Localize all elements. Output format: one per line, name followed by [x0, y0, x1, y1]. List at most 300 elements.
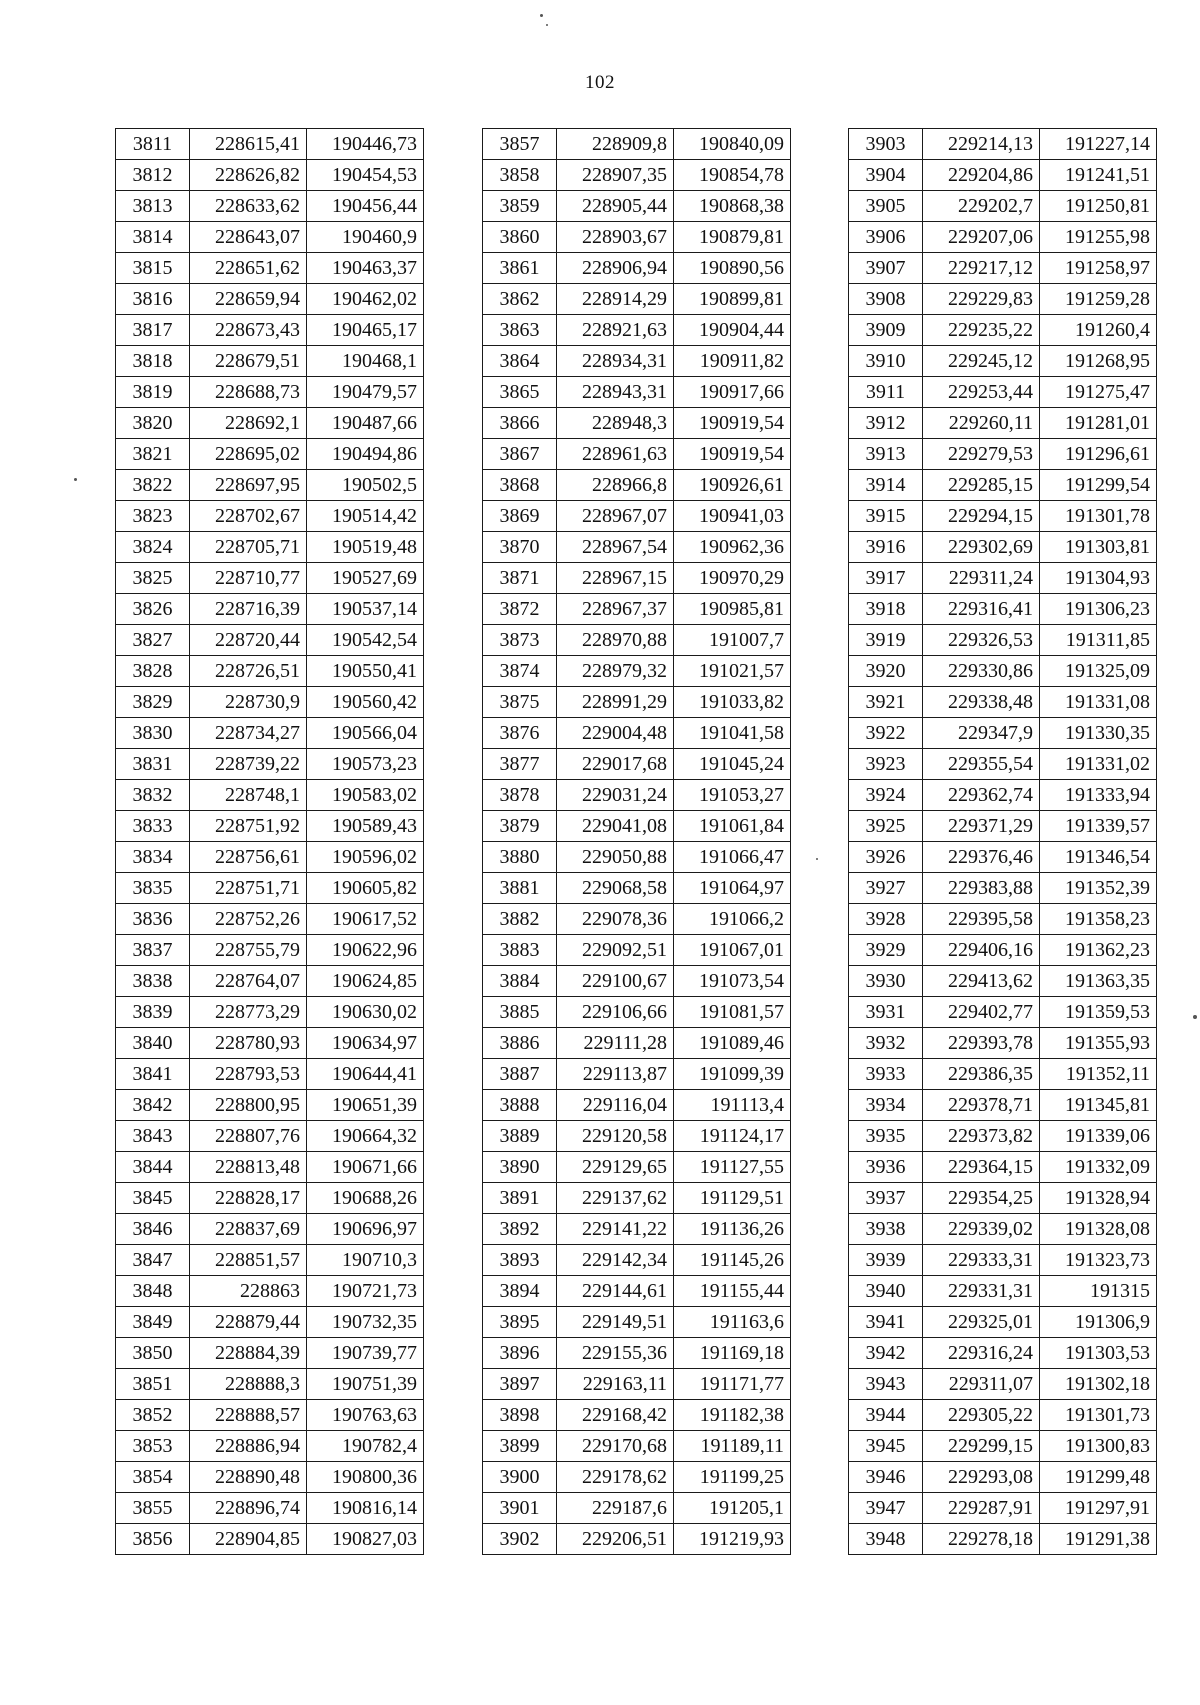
x-coordinate-cell: 228643,07 [190, 222, 307, 253]
x-coordinate-cell: 228851,57 [190, 1245, 307, 1276]
table-row [849, 532, 1157, 563]
point-number-cell: 3811 [116, 129, 190, 160]
point-number-cell: 3816 [116, 284, 190, 315]
table-row [849, 1369, 1157, 1400]
table-row [483, 191, 791, 222]
table-row [116, 1369, 424, 1400]
point-number-cell: 3891 [483, 1183, 557, 1214]
x-coordinate-cell: 228748,1 [190, 780, 307, 811]
y-coordinate-cell: 190460,9 [307, 222, 424, 253]
table-row [849, 1121, 1157, 1152]
x-coordinate-cell: 229229,83 [923, 284, 1040, 315]
y-coordinate-cell: 191061,84 [674, 811, 791, 842]
table-row [483, 563, 791, 594]
point-number-cell: 3845 [116, 1183, 190, 1214]
table-row [849, 687, 1157, 718]
table-row [483, 749, 791, 780]
x-coordinate-cell: 229305,22 [923, 1400, 1040, 1431]
table-row [849, 191, 1157, 222]
point-number-cell: 3918 [849, 594, 923, 625]
point-number-cell: 3924 [849, 780, 923, 811]
y-coordinate-cell: 191303,53 [1040, 1338, 1157, 1369]
x-coordinate-cell: 228705,71 [190, 532, 307, 563]
x-coordinate-cell: 228888,57 [190, 1400, 307, 1431]
y-coordinate-cell: 190926,61 [674, 470, 791, 501]
y-coordinate-cell: 191303,81 [1040, 532, 1157, 563]
x-coordinate-cell: 229333,31 [923, 1245, 1040, 1276]
y-coordinate-cell: 190763,63 [307, 1400, 424, 1431]
point-number-cell: 3840 [116, 1028, 190, 1059]
y-coordinate-cell: 190899,81 [674, 284, 791, 315]
x-coordinate-cell: 229116,04 [557, 1090, 674, 1121]
y-coordinate-cell: 190816,14 [307, 1493, 424, 1524]
x-coordinate-cell: 228716,39 [190, 594, 307, 625]
x-coordinate-cell: 228828,17 [190, 1183, 307, 1214]
table-row [849, 1152, 1157, 1183]
x-coordinate-cell: 228943,31 [557, 377, 674, 408]
table-row [483, 129, 791, 160]
x-coordinate-cell: 228807,76 [190, 1121, 307, 1152]
point-number-cell: 3916 [849, 532, 923, 563]
table-row [849, 780, 1157, 811]
y-coordinate-cell: 191301,73 [1040, 1400, 1157, 1431]
x-coordinate-cell: 229187,6 [557, 1493, 674, 1524]
y-coordinate-cell: 191089,46 [674, 1028, 791, 1059]
point-number-cell: 3925 [849, 811, 923, 842]
point-number-cell: 3813 [116, 191, 190, 222]
table-row [116, 253, 424, 284]
table-row [849, 1307, 1157, 1338]
coordinates-table-2 [482, 128, 791, 1555]
point-number-cell: 3935 [849, 1121, 923, 1152]
y-coordinate-cell: 190589,43 [307, 811, 424, 842]
point-number-cell: 3872 [483, 594, 557, 625]
y-coordinate-cell: 191339,06 [1040, 1121, 1157, 1152]
x-coordinate-cell: 229326,53 [923, 625, 1040, 656]
coordinates-table-3 [848, 128, 1157, 1555]
x-coordinate-cell: 229279,53 [923, 439, 1040, 470]
y-coordinate-cell: 191300,83 [1040, 1431, 1157, 1462]
point-number-cell: 3841 [116, 1059, 190, 1090]
x-coordinate-cell: 228813,48 [190, 1152, 307, 1183]
point-number-cell: 3895 [483, 1307, 557, 1338]
point-number-cell: 3931 [849, 997, 923, 1028]
scan-speck [816, 858, 818, 860]
point-number-cell: 3945 [849, 1431, 923, 1462]
scan-speck [74, 478, 77, 481]
y-coordinate-cell: 190751,39 [307, 1369, 424, 1400]
table-row [116, 1121, 424, 1152]
table-row [483, 594, 791, 625]
point-number-cell: 3823 [116, 501, 190, 532]
point-number-cell: 3940 [849, 1276, 923, 1307]
table-row [849, 346, 1157, 377]
x-coordinate-cell: 228970,88 [557, 625, 674, 656]
x-coordinate-cell: 229413,62 [923, 966, 1040, 997]
x-coordinate-cell: 229031,24 [557, 780, 674, 811]
point-number-cell: 3930 [849, 966, 923, 997]
y-coordinate-cell: 191033,82 [674, 687, 791, 718]
table-row [849, 1493, 1157, 1524]
point-number-cell: 3864 [483, 346, 557, 377]
point-number-cell: 3850 [116, 1338, 190, 1369]
table-row [483, 377, 791, 408]
y-coordinate-cell: 190624,85 [307, 966, 424, 997]
x-coordinate-cell: 228659,94 [190, 284, 307, 315]
table-row [116, 811, 424, 842]
table-row [483, 1245, 791, 1276]
point-number-cell: 3856 [116, 1524, 190, 1555]
y-coordinate-cell: 191169,18 [674, 1338, 791, 1369]
table-row [849, 439, 1157, 470]
x-coordinate-cell: 229214,13 [923, 129, 1040, 160]
y-coordinate-cell: 190721,73 [307, 1276, 424, 1307]
y-coordinate-cell: 191299,48 [1040, 1462, 1157, 1493]
x-coordinate-cell: 229362,74 [923, 780, 1040, 811]
table-row [116, 1338, 424, 1369]
table-row [849, 284, 1157, 315]
scan-speck [1193, 1015, 1197, 1019]
point-number-cell: 3817 [116, 315, 190, 346]
x-coordinate-cell: 228697,95 [190, 470, 307, 501]
table-row [116, 1059, 424, 1090]
x-coordinate-cell: 228752,26 [190, 904, 307, 935]
point-number-cell: 3842 [116, 1090, 190, 1121]
table-row [483, 1307, 791, 1338]
y-coordinate-cell: 190630,02 [307, 997, 424, 1028]
table-row [849, 1462, 1157, 1493]
y-coordinate-cell: 190919,54 [674, 439, 791, 470]
table-row [849, 315, 1157, 346]
x-coordinate-cell: 228890,48 [190, 1462, 307, 1493]
x-coordinate-cell: 229285,15 [923, 470, 1040, 501]
point-number-cell: 3894 [483, 1276, 557, 1307]
table-row [116, 1090, 424, 1121]
y-coordinate-cell: 191073,54 [674, 966, 791, 997]
point-number-cell: 3879 [483, 811, 557, 842]
y-coordinate-cell: 190985,81 [674, 594, 791, 625]
y-coordinate-cell: 190527,69 [307, 563, 424, 594]
y-coordinate-cell: 191250,81 [1040, 191, 1157, 222]
x-coordinate-cell: 228886,94 [190, 1431, 307, 1462]
point-number-cell: 3926 [849, 842, 923, 873]
table-row [483, 470, 791, 501]
y-coordinate-cell: 191275,47 [1040, 377, 1157, 408]
x-coordinate-cell: 228967,37 [557, 594, 674, 625]
x-coordinate-cell: 229378,71 [923, 1090, 1040, 1121]
x-coordinate-cell: 229141,22 [557, 1214, 674, 1245]
x-coordinate-cell: 229050,88 [557, 842, 674, 873]
y-coordinate-cell: 190739,77 [307, 1338, 424, 1369]
point-number-cell: 3880 [483, 842, 557, 873]
y-coordinate-cell: 191363,35 [1040, 966, 1157, 997]
table-row [849, 253, 1157, 284]
point-number-cell: 3815 [116, 253, 190, 284]
table-row [116, 687, 424, 718]
x-coordinate-cell: 228800,95 [190, 1090, 307, 1121]
point-number-cell: 3933 [849, 1059, 923, 1090]
table-row [116, 377, 424, 408]
y-coordinate-cell: 191007,7 [674, 625, 791, 656]
x-coordinate-cell: 228967,54 [557, 532, 674, 563]
x-coordinate-cell: 229092,51 [557, 935, 674, 966]
y-coordinate-cell: 190454,53 [307, 160, 424, 191]
y-coordinate-cell: 190854,78 [674, 160, 791, 191]
table-row [483, 1028, 791, 1059]
y-coordinate-cell: 190941,03 [674, 501, 791, 532]
x-coordinate-cell: 229106,66 [557, 997, 674, 1028]
y-coordinate-cell: 191306,9 [1040, 1307, 1157, 1338]
x-coordinate-cell: 228730,9 [190, 687, 307, 718]
y-coordinate-cell: 191362,23 [1040, 935, 1157, 966]
x-coordinate-cell: 229395,58 [923, 904, 1040, 935]
point-number-cell: 3858 [483, 160, 557, 191]
x-coordinate-cell: 229113,87 [557, 1059, 674, 1090]
x-coordinate-cell: 229393,78 [923, 1028, 1040, 1059]
y-coordinate-cell: 190970,29 [674, 563, 791, 594]
x-coordinate-cell: 229100,67 [557, 966, 674, 997]
table-row [849, 501, 1157, 532]
x-coordinate-cell: 228720,44 [190, 625, 307, 656]
point-number-cell: 3887 [483, 1059, 557, 1090]
y-coordinate-cell: 191219,93 [674, 1524, 791, 1555]
y-coordinate-cell: 191291,38 [1040, 1524, 1157, 1555]
x-coordinate-cell: 229302,69 [923, 532, 1040, 563]
point-number-cell: 3899 [483, 1431, 557, 1462]
table-row [483, 904, 791, 935]
table-row [116, 160, 424, 191]
table-row [483, 625, 791, 656]
point-number-cell: 3848 [116, 1276, 190, 1307]
point-number-cell: 3853 [116, 1431, 190, 1462]
y-coordinate-cell: 190583,02 [307, 780, 424, 811]
y-coordinate-cell: 190494,86 [307, 439, 424, 470]
table-row [116, 1431, 424, 1462]
x-coordinate-cell: 228837,69 [190, 1214, 307, 1245]
point-number-cell: 3915 [849, 501, 923, 532]
table-row [116, 501, 424, 532]
y-coordinate-cell: 190710,3 [307, 1245, 424, 1276]
y-coordinate-cell: 191199,25 [674, 1462, 791, 1493]
table-row [116, 842, 424, 873]
y-coordinate-cell: 190566,04 [307, 718, 424, 749]
y-coordinate-cell: 190596,02 [307, 842, 424, 873]
table-row [116, 1028, 424, 1059]
table-row [849, 563, 1157, 594]
table-row [849, 1400, 1157, 1431]
y-coordinate-cell: 191331,02 [1040, 749, 1157, 780]
x-coordinate-cell: 228904,85 [190, 1524, 307, 1555]
point-number-cell: 3943 [849, 1369, 923, 1400]
x-coordinate-cell: 228734,27 [190, 718, 307, 749]
x-coordinate-cell: 229144,61 [557, 1276, 674, 1307]
table-row [849, 625, 1157, 656]
point-number-cell: 3838 [116, 966, 190, 997]
point-number-cell: 3900 [483, 1462, 557, 1493]
table-row [116, 873, 424, 904]
point-number-cell: 3820 [116, 408, 190, 439]
x-coordinate-cell: 228751,92 [190, 811, 307, 842]
table-row [483, 1338, 791, 1369]
table-row [483, 1152, 791, 1183]
x-coordinate-cell: 229004,48 [557, 718, 674, 749]
x-coordinate-cell: 228906,94 [557, 253, 674, 284]
x-coordinate-cell: 228905,44 [557, 191, 674, 222]
x-coordinate-cell: 228673,43 [190, 315, 307, 346]
y-coordinate-cell: 190644,41 [307, 1059, 424, 1090]
point-number-cell: 3881 [483, 873, 557, 904]
x-coordinate-cell: 229163,11 [557, 1369, 674, 1400]
x-coordinate-cell: 228967,15 [557, 563, 674, 594]
y-coordinate-cell: 190919,54 [674, 408, 791, 439]
point-number-cell: 3868 [483, 470, 557, 501]
y-coordinate-cell: 191299,54 [1040, 470, 1157, 501]
table-row [849, 408, 1157, 439]
y-coordinate-cell: 190671,66 [307, 1152, 424, 1183]
point-number-cell: 3812 [116, 160, 190, 191]
x-coordinate-cell: 229294,15 [923, 501, 1040, 532]
x-coordinate-cell: 229330,86 [923, 656, 1040, 687]
x-coordinate-cell: 229155,36 [557, 1338, 674, 1369]
point-number-cell: 3818 [116, 346, 190, 377]
x-coordinate-cell: 229364,15 [923, 1152, 1040, 1183]
table-row [483, 1276, 791, 1307]
y-coordinate-cell: 191297,91 [1040, 1493, 1157, 1524]
table-row [849, 222, 1157, 253]
table-row [849, 594, 1157, 625]
table-row [116, 408, 424, 439]
y-coordinate-cell: 191155,44 [674, 1276, 791, 1307]
point-number-cell: 3849 [116, 1307, 190, 1338]
x-coordinate-cell: 228679,51 [190, 346, 307, 377]
point-number-cell: 3865 [483, 377, 557, 408]
point-number-cell: 3914 [849, 470, 923, 501]
y-coordinate-cell: 190634,97 [307, 1028, 424, 1059]
point-number-cell: 3938 [849, 1214, 923, 1245]
point-number-cell: 3837 [116, 935, 190, 966]
point-number-cell: 3904 [849, 160, 923, 191]
x-coordinate-cell: 228626,82 [190, 160, 307, 191]
table-row [116, 222, 424, 253]
x-coordinate-cell: 229142,34 [557, 1245, 674, 1276]
table-row [483, 315, 791, 346]
point-number-cell: 3920 [849, 656, 923, 687]
y-coordinate-cell: 191358,23 [1040, 904, 1157, 935]
x-coordinate-cell: 228914,29 [557, 284, 674, 315]
y-coordinate-cell: 191066,47 [674, 842, 791, 873]
table-row [116, 904, 424, 935]
point-number-cell: 3869 [483, 501, 557, 532]
y-coordinate-cell: 191302,18 [1040, 1369, 1157, 1400]
point-number-cell: 3834 [116, 842, 190, 873]
table-row [116, 1307, 424, 1338]
table-row [483, 935, 791, 966]
point-number-cell: 3863 [483, 315, 557, 346]
x-coordinate-cell: 229260,11 [923, 408, 1040, 439]
table-row [483, 1183, 791, 1214]
point-number-cell: 3906 [849, 222, 923, 253]
x-coordinate-cell: 229204,86 [923, 160, 1040, 191]
y-coordinate-cell: 191205,1 [674, 1493, 791, 1524]
point-number-cell: 3857 [483, 129, 557, 160]
y-coordinate-cell: 191259,28 [1040, 284, 1157, 315]
point-number-cell: 3936 [849, 1152, 923, 1183]
y-coordinate-cell: 191355,93 [1040, 1028, 1157, 1059]
x-coordinate-cell: 228966,8 [557, 470, 674, 501]
table-row [116, 129, 424, 160]
point-number-cell: 3814 [116, 222, 190, 253]
point-number-cell: 3927 [849, 873, 923, 904]
table-row [116, 625, 424, 656]
table-row [849, 1276, 1157, 1307]
point-number-cell: 3836 [116, 904, 190, 935]
y-coordinate-cell: 191182,38 [674, 1400, 791, 1431]
point-number-cell: 3897 [483, 1369, 557, 1400]
x-coordinate-cell: 229311,24 [923, 563, 1040, 594]
y-coordinate-cell: 190917,66 [674, 377, 791, 408]
point-number-cell: 3896 [483, 1338, 557, 1369]
x-coordinate-cell: 229253,44 [923, 377, 1040, 408]
y-coordinate-cell: 190463,37 [307, 253, 424, 284]
point-number-cell: 3889 [483, 1121, 557, 1152]
point-number-cell: 3946 [849, 1462, 923, 1493]
point-number-cell: 3941 [849, 1307, 923, 1338]
table-row [849, 377, 1157, 408]
y-coordinate-cell: 190502,5 [307, 470, 424, 501]
y-coordinate-cell: 191339,57 [1040, 811, 1157, 842]
table-row [116, 1214, 424, 1245]
point-number-cell: 3870 [483, 532, 557, 563]
y-coordinate-cell: 191136,26 [674, 1214, 791, 1245]
point-number-cell: 3873 [483, 625, 557, 656]
y-coordinate-cell: 190446,73 [307, 129, 424, 160]
table-row [116, 997, 424, 1028]
x-coordinate-cell: 228863 [190, 1276, 307, 1307]
point-number-cell: 3948 [849, 1524, 923, 1555]
point-number-cell: 3843 [116, 1121, 190, 1152]
table-row [116, 749, 424, 780]
x-coordinate-cell: 229316,41 [923, 594, 1040, 625]
point-number-cell: 3934 [849, 1090, 923, 1121]
y-coordinate-cell: 191315 [1040, 1276, 1157, 1307]
y-coordinate-cell: 191325,09 [1040, 656, 1157, 687]
y-coordinate-cell: 190468,1 [307, 346, 424, 377]
point-number-cell: 3903 [849, 129, 923, 160]
point-number-cell: 3929 [849, 935, 923, 966]
y-coordinate-cell: 191099,39 [674, 1059, 791, 1090]
x-coordinate-cell: 228884,39 [190, 1338, 307, 1369]
x-coordinate-cell: 229339,02 [923, 1214, 1040, 1245]
x-coordinate-cell: 229178,62 [557, 1462, 674, 1493]
table-row [483, 532, 791, 563]
table-row [849, 1214, 1157, 1245]
x-coordinate-cell: 229383,88 [923, 873, 1040, 904]
y-coordinate-cell: 191330,35 [1040, 718, 1157, 749]
table-row [116, 935, 424, 966]
table-row [116, 532, 424, 563]
table-row [849, 656, 1157, 687]
point-number-cell: 3944 [849, 1400, 923, 1431]
x-coordinate-cell: 229316,24 [923, 1338, 1040, 1369]
table-row [483, 501, 791, 532]
point-number-cell: 3866 [483, 408, 557, 439]
point-number-cell: 3831 [116, 749, 190, 780]
y-coordinate-cell: 191145,26 [674, 1245, 791, 1276]
point-number-cell: 3830 [116, 718, 190, 749]
x-coordinate-cell: 229245,12 [923, 346, 1040, 377]
y-coordinate-cell: 191332,09 [1040, 1152, 1157, 1183]
point-number-cell: 3928 [849, 904, 923, 935]
